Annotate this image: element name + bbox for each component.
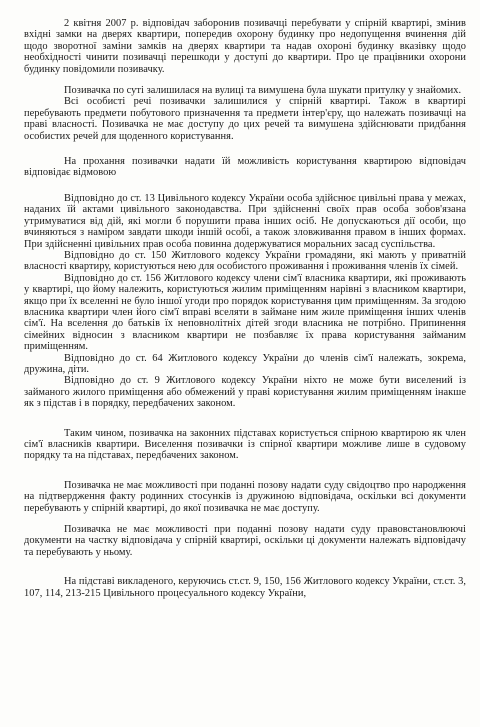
paragraph-8: Відповідно до ст. 64 Житлового кодексу України до членів сім'ї належать, зокрема, дружина, діти. (24, 352, 466, 375)
paragraph-10: Таким чином, позивачка на законних підставах користується спірною квартирою як член сім'ї власників квартири. Виселення позивачки із спірної квартири можливе лише в судовому порядку та на підставах, передбачених законом. (24, 427, 466, 462)
paragraph-2: Позивачка по суті залишилася на вулиці та вимушена була шукати притулку у знайомих. (64, 85, 462, 97)
paragraph-4: На прохання позивачки надати їй можливість користування квартирою відповідач відповідає відмовою (24, 156, 466, 179)
paragraph-7: Відповідно до ст. 156 Житлового кодексу члени сім'ї власника квартири, які проживають у квартирі, що йому належить, користуються жилим приміщенням нарівні з власником квартири, якщо при їх вселенні не було іншої угоди про порядок користування цим приміщенням. За згодою власника квартири член його сім'ї вправі вселяти в займане ним жиле приміщення інших членів сім'ї. На вселення до батьків їх неповнолітніх дітей згоди власника не потрібно. Припинення сімейних відносин з власником квартири не позбавляє їх права користування займаним приміщенням. (24, 272, 466, 353)
paragraph-11: Позивачка не має можливості при поданні позову надати суду свідоцтво про народження на підтвердження факту родинних стосунків із дружиною відповідача, оскільки всі документи перебувають у спірній квартирі, до якої позивачка не має доступу. (24, 479, 466, 514)
paragraph-3: Всі особисті речі позивачки залишилися у спірній квартирі. Також в квартирі перебувають предмети побутового призначення та предмети інтер'єру, що належать позивачці на праві власності. Позивачка не має доступу до цих речей та вимушена здійснювати придбання особистих речей для щоденного користування. (24, 96, 466, 142)
paragraph-5: Відповідно до ст. 13 Цивільного кодексу України особа здійснює цивільні права у межах, наданих їй актами цивільного законодавства. При здійсненні своїх прав особа зобов'язана утримуватися від дій, які могли б порушити права інших осіб. Не допускаються дії особи, що вчиняються з наміром завдати шкоди іншій особі, а також зловживання правом в інших формах. При здійсненні цивільних прав особа повинна додержуватися моральних засад суспільства. (24, 192, 466, 250)
paragraph-13: На підставі викладеного, керуючись ст.ст. 9, 150, 156 Житлового кодексу України, ст.ст. 3, 107, 114, 213-215 Цивільного процесуального кодексу України, (24, 576, 466, 599)
paragraph-6: Відповідно до ст. 150 Житлового кодексу України громадяни, які мають у приватній власності квартиру, користуються нею для особистого проживання і проживання членів їх сімей. (24, 249, 466, 273)
paragraph-1: 2 квітня 2007 р. відповідач заборонив позивачці перебувати у спірній квартирі, змінив вхідні замки на дверях квартири, попередив охорону будинку про недопущення вчинення дій щодо зворотної заміни замків на дверях квартири та надав охороні будинку вказівку щодо необхідності чинити позивачці перешкоди у доступі до квартири. Про це працівники охорони будинку повідомили позивачку. (24, 18, 466, 75)
paragraph-12: Позивачка не має можливості при поданні позову надати суду правовстановлюючі документи на частку відповідача у спірній квартирі, оскільки ці документи належать відповідачу та перебувають у ньому. (24, 524, 466, 558)
paragraph-9: Відповідно до ст. 9 Житлового кодексу України ніхто не може бути виселений із займаного жилого приміщення або обмежений у праві користування жилим приміщенням інакше як з підстав і в порядку, передбачених законом. (24, 375, 466, 410)
